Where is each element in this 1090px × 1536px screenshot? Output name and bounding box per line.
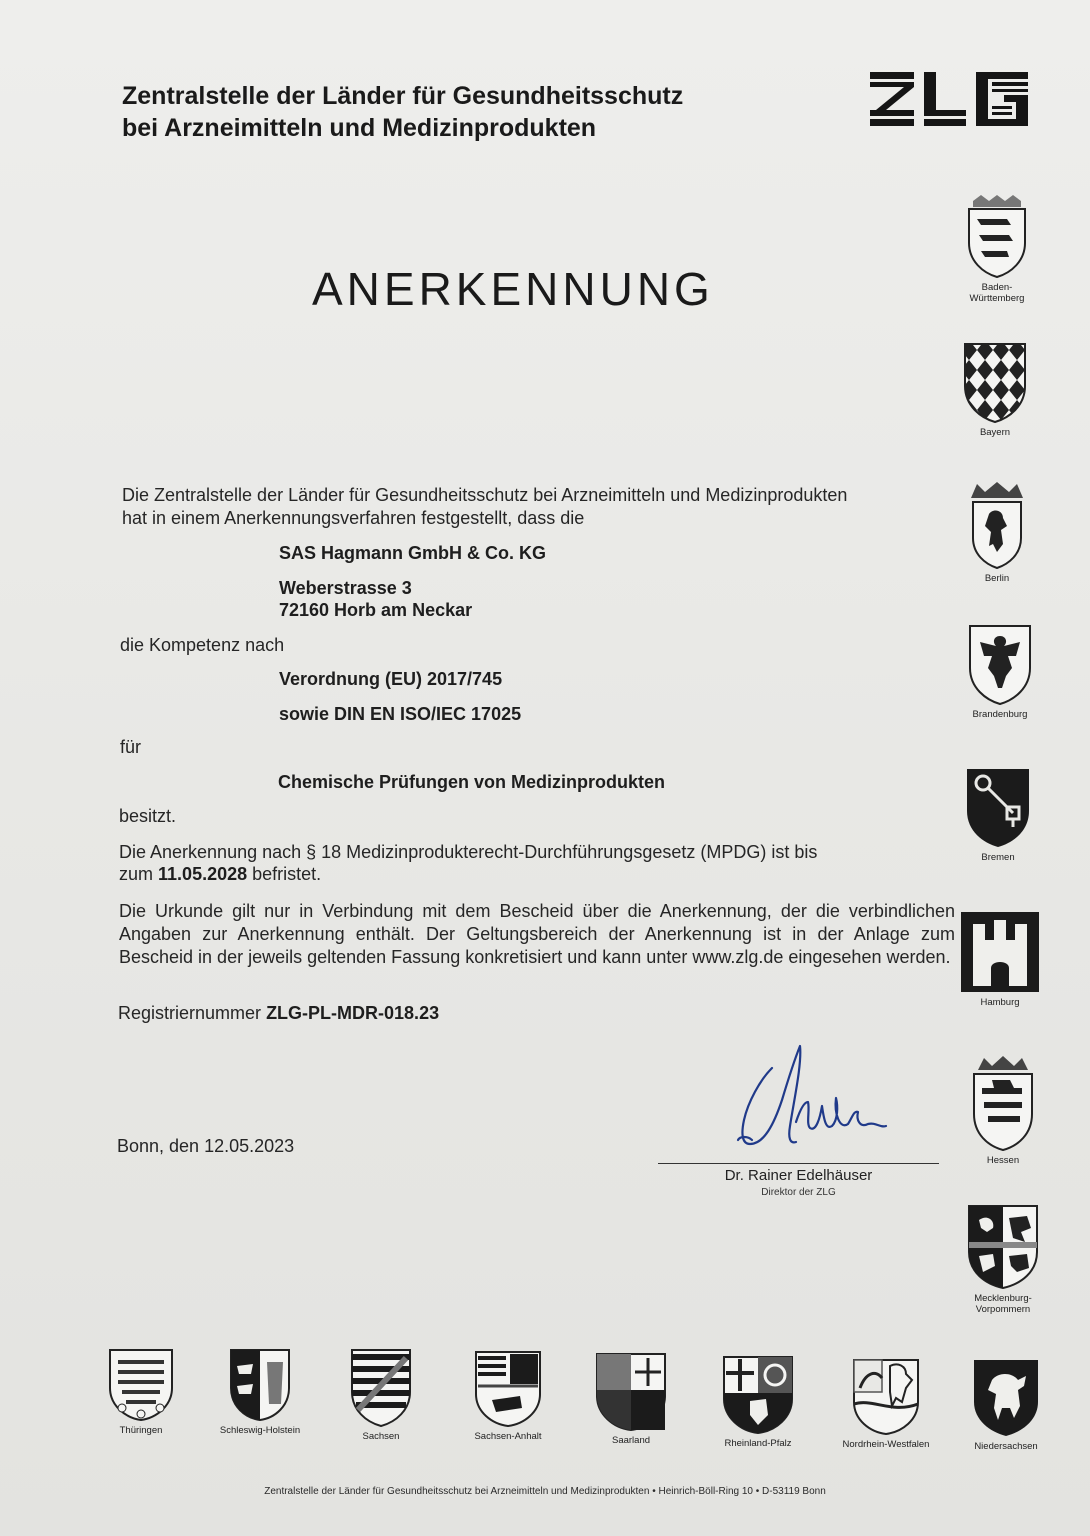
crest-bayern — [950, 340, 1040, 438]
signatory-role: Direktor der ZLG — [761, 1187, 836, 1198]
standard: sowie DIN EN ISO/IEC 17025 — [279, 704, 522, 724]
signature-line — [658, 1163, 939, 1164]
crest-brandenburg — [955, 622, 1045, 720]
crest-label-rheinland-pfalz: Rheinland-Pfalz — [724, 1438, 792, 1449]
validity-prefix: zum — [119, 864, 154, 884]
company-street: Weberstrasse 3 — [279, 578, 412, 598]
crest-label-baden-wuerttemberg: Baden- Württemberg — [969, 282, 1025, 304]
intro-line-2: hat in einem Anerkennungsverfahren festgestellt, dass die — [122, 508, 585, 528]
document-title: ANERKENNUNG — [312, 263, 714, 315]
crest-label-schleswig-holstein: Schleswig-Holstein — [219, 1425, 301, 1436]
crest-label-saarland: Saarland — [611, 1435, 651, 1446]
validity-suffix: befristet. — [252, 864, 322, 884]
crest-nordrhein-westfalen — [836, 1358, 936, 1450]
crest-label-sachsen: Sachsen — [362, 1431, 400, 1442]
competence-intro: die Kompetenz nach — [120, 635, 285, 655]
crest-rheinland-pfalz — [712, 1355, 804, 1449]
crest-label-berlin: Berlin — [984, 573, 1010, 584]
crest-schleswig-holstein — [215, 1348, 305, 1436]
scope: Chemische Prüfungen von Medizinprodukten — [278, 772, 666, 792]
validity-date: 11.05.2028 — [158, 864, 248, 884]
crest-label-niedersachsen: Niedersachsen — [974, 1441, 1038, 1452]
validity-line-2 — [119, 864, 321, 885]
crest-label-hessen: Hessen — [986, 1155, 1020, 1166]
header-line-2: bei Arzneimitteln und Medizinprodukten — [122, 114, 597, 142]
fuer-label: für — [120, 737, 142, 757]
company-name: SAS Hagmann GmbH & Co. KG — [279, 543, 547, 563]
crest-berlin — [952, 480, 1042, 584]
crest-label-mecklenburg-vorpommern: Mecklenburg- Vorpommern — [974, 1293, 1032, 1315]
crest-label-hamburg: Hamburg — [980, 997, 1020, 1008]
validity-line-1: Die Anerkennung nach § 18 Medizinprodukterecht-Durchführungsgesetz (MPDG) ist bis — [119, 842, 818, 862]
crest-label-thueringen: Thüringen — [119, 1425, 163, 1436]
crest-label-nordrhein-westfalen: Nordrhein-Westfalen — [842, 1439, 930, 1450]
crest-bremen — [953, 765, 1043, 863]
crest-label-brandenburg: Brandenburg — [972, 709, 1028, 720]
crest-baden-wuerttemberg — [952, 195, 1042, 304]
footer-address: Zentralstelle der Länder für Gesundheitsschutz bei Arzneimitteln und Medizinprodukten • Heinrich-Böll-Ring 10 • D-53119 Bonn — [264, 1486, 826, 1497]
crest-hessen — [958, 1054, 1048, 1166]
crest-mecklenburg-vorpommern — [958, 1202, 1048, 1315]
registration-number: ZLG-PL-MDR-018.23 — [266, 1003, 440, 1023]
intro-line-1: Die Zentralstelle der Länder für Gesundheitsschutz bei Arzneimitteln und Medizinprodukten — [122, 485, 848, 505]
crest-niedersachsen — [962, 1358, 1050, 1452]
crest-sachsen — [345, 1348, 417, 1442]
crest-label-bayern: Bayern — [979, 427, 1011, 438]
handwritten-signature — [730, 1040, 900, 1160]
registration-line — [118, 1003, 439, 1024]
crest-label-bremen: Bremen — [981, 852, 1015, 863]
header-line-1: Zentralstelle der Länder für Gesundheitsschutz — [122, 82, 684, 110]
registration-label: Registriernummer — [118, 1003, 262, 1023]
crest-hamburg — [955, 910, 1045, 1008]
company-city: 72160 Horb am Neckar — [279, 600, 473, 620]
urkunde-paragraph: Die Urkunde gilt nur in Verbindung mit dem Bescheid über die Anerkennung, der die verbindlichen Angaben zur Anerkennung enthält. Der Geltungsbereich der Anerkennung ist in der Anlage zum Bescheid in der jeweils geltenden Fassung konkretisiert und kann unter www.zlg.de eingesehen werden. — [119, 901, 955, 967]
crest-thueringen — [102, 1348, 180, 1436]
besitzt-label: besitzt. — [119, 806, 177, 826]
signatory-name: Dr. Rainer Edelhäuser — [724, 1167, 873, 1184]
zlg-logo — [868, 70, 1030, 133]
crest-saarland — [593, 1352, 669, 1446]
regulation: Verordnung (EU) 2017/745 — [279, 669, 503, 689]
place-date: Bonn, den 12.05.2023 — [117, 1136, 295, 1156]
crest-sachsen-anhalt — [466, 1350, 550, 1442]
crest-label-sachsen-anhalt: Sachsen-Anhalt — [474, 1431, 542, 1442]
